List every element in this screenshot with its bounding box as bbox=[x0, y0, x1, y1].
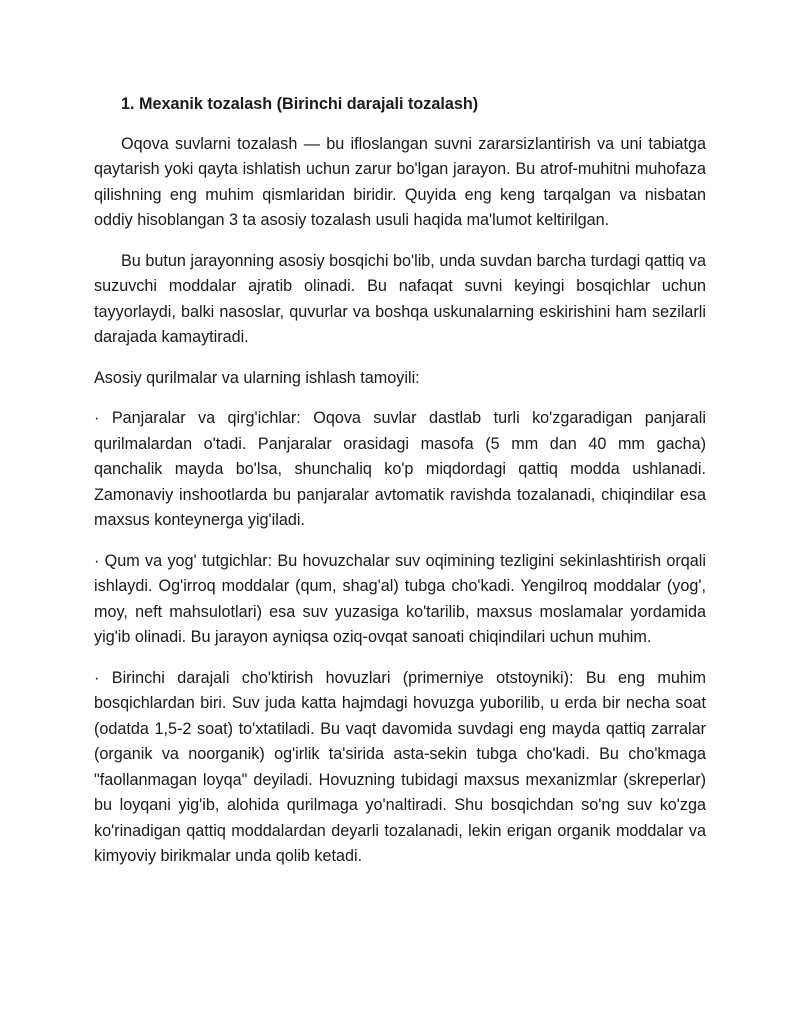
list-item-screens: · Panjaralar va qirg'ichlar: Oqova suvlar dastlab turli ko'zgaradigan panjarali qurilmalardan o'tadi. Panjaralar orasidagi masofa (5 mm dan 40 mm gacha) qanchalik mayda bo'lsa, shunchaliq ko'p miqdordagi qattiq modda ushlanadi. Zamonaviy inshootlarda bu panjaralar avtomatik ravishda tozalanadi, chiqindilar esa maxsus konteynerga yig'iladi. bbox=[94, 409, 706, 529]
document-body bbox=[94, 92, 706, 885]
stage-description-paragraph: Bu butun jarayonning asosiy bosqichi bo'lib, unda suvdan barcha turdagi qattiq va suzuvchi moddalar ajratib olinadi. Bu nafaqat suvni keyingi bosqichlar uchun tayyorlaydi, balki nasoslar, quvurlar va boshqa uskunalarning eskirishini ham sezilarli darajada kamaytiradi. bbox=[94, 251, 706, 346]
list-item-primary-settling-tanks: · Birinchi darajali cho'ktirish hovuzlari (primerniye otstoyniki): Bu eng muhim bosqichlardan biri. Suv juda katta hajmdagi hovuzga yuborilib, u erda bir necha soat (odatda 1,5-2 soat) to'xtatiladi. Bu vaqt davomida suvdagi eng mayda qattiq zarralar (organik va noorganik) og'irlik ta'sirida asta-sekin tubga cho'kadi. Bu cho'kmaga "faollanmagan loyqa" deyiladi. Hovuzning tubidagi maxsus mexanizmlar (skreperlar) bu loyqani yig'ib, alohida qurilmaga yo'naltiradi. Shu bosqichdan so'ng suv ko'zga ko'rinadigan qattiq moddalardan deyarli tozalanadi, lekin erigan organik moddalar va kimyoviy birikmalar unda qolib ketadi. bbox=[94, 668, 706, 865]
intro-paragraph: Oqova suvlarni tozalash — bu ifloslangan suvni zararsizlantirish va uni tabiatga qaytarish yoki qayta ishlatish uchun zarur bo'lgan jarayon. Bu atrof-muhitni muhofaza qilishning eng muhim qismlaridan biridir. Quyida eng keng tarqalgan va nisbatan oddiy hisoblangan 3 ta asosiy tozalash usuli haqida ma'lumot keltirilgan. bbox=[94, 134, 706, 229]
list-item-sand-grease-traps: · Qum va yog' tutgichlar: Bu hovuzchalar suv oqimining tezligini sekinlashtirish orqali ishlaydi. Og'irroq moddalar (qum, shag'al) tubga cho'kadi. Yengilroq moddalar (yog', moy, neft mahsulotlari) esa suv yuzasiga ko'tarilib, maxsus moslamalar yordamida yig'ib olinadi. Bu jarayon ayniqsa oziq-ovqat sanoati chiqindilari uchun muhim. bbox=[94, 551, 706, 646]
devices-intro-paragraph: Asosiy qurilmalar va ularning ishlash tamoyili: bbox=[94, 368, 420, 387]
section-heading: 1. Mexanik tozalash (Birinchi darajali tozalash) bbox=[121, 95, 479, 113]
